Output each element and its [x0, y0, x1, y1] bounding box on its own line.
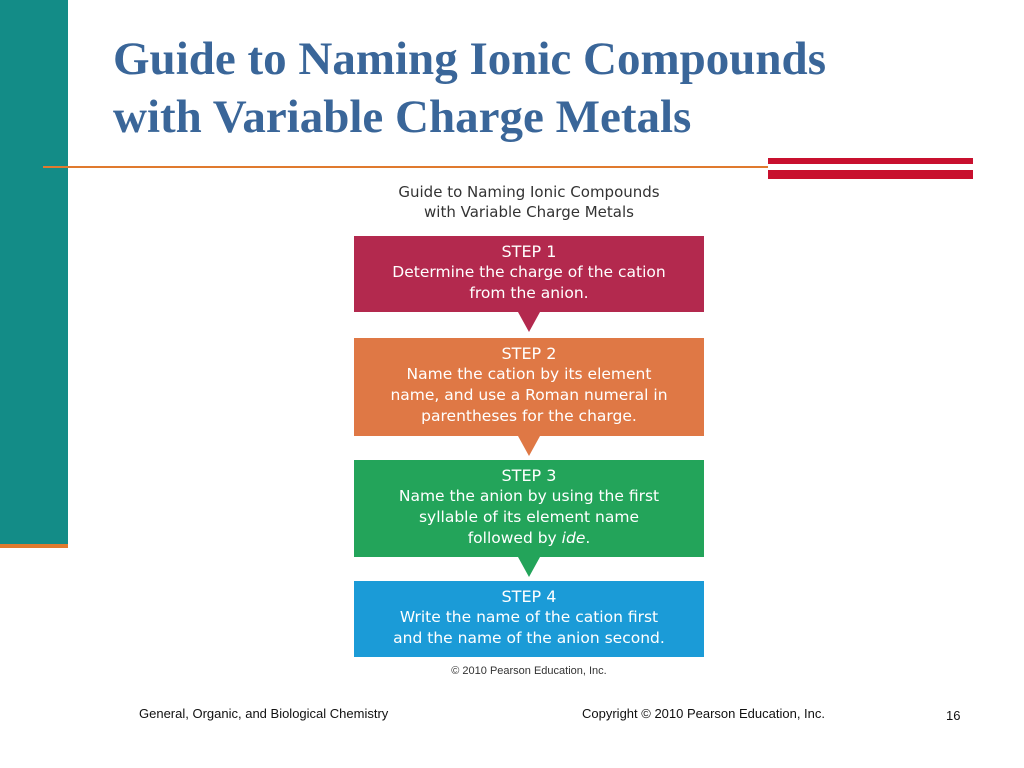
step-3-box [354, 460, 704, 557]
step-2-label: STEP 2 [501, 344, 557, 363]
step-1-box [354, 236, 704, 312]
figure-title-line-2: with Variable Charge Metals [424, 203, 634, 221]
left-sidebar-bar [0, 0, 68, 546]
step-1-text-line-2: from the anion. [469, 284, 589, 302]
figure-title [354, 182, 704, 222]
red-accent-bar-top [768, 158, 973, 164]
left-sidebar-accent [0, 544, 68, 548]
slide-title-line-1: Guide to Naming Ionic Compounds [113, 33, 826, 85]
title-divider-line [43, 166, 768, 168]
step-4-box [354, 581, 704, 657]
flowchart-figure [354, 182, 704, 677]
step-2-text-line-3: parentheses for the charge. [421, 407, 637, 425]
figure-title-line-1: Guide to Naming Ionic Compounds [398, 183, 660, 201]
step-4-text-line-1: Write the name of the cation first [399, 608, 659, 626]
slide-title [113, 30, 1013, 146]
step-3-text-line-3 [362, 528, 696, 549]
step-4-text-line-2: and the name of the anion second. [393, 629, 665, 647]
step-2-text-line-2: name, and use a Roman numeral in [390, 386, 668, 404]
step-1-down-arrow-icon [518, 312, 540, 332]
red-accent-bar-bottom [768, 170, 973, 179]
step-3-text-italic: ide [561, 529, 586, 547]
step-2-down-arrow-icon [518, 436, 540, 456]
step-4-label: STEP 4 [501, 587, 557, 606]
slide-title-line-2: with Variable Charge Metals [113, 91, 692, 143]
footer-page-number: 16 [946, 708, 961, 723]
footer-copyright: Copyright © 2010 Pearson Education, Inc. [582, 706, 826, 721]
step-1-text-line-1: Determine the charge of the cation [392, 263, 666, 281]
step-3-text-prefix: followed by [467, 529, 562, 547]
step-2-text-line-1: Name the cation by its element [406, 365, 652, 383]
figure-credit: © 2010 Pearson Education, Inc. [451, 665, 607, 677]
step-3-down-arrow-icon [518, 557, 540, 577]
footer-book-title: General, Organic, and Biological Chemistry [139, 706, 389, 721]
step-2-box [354, 338, 704, 436]
step-3-text-suffix: . [585, 529, 591, 547]
step-3-text-line-1: Name the anion by using the first [398, 487, 660, 505]
step-3-label: STEP 3 [501, 466, 557, 485]
step-3-text-line-2: syllable of its element name [418, 508, 640, 526]
step-1-label: STEP 1 [501, 242, 557, 261]
